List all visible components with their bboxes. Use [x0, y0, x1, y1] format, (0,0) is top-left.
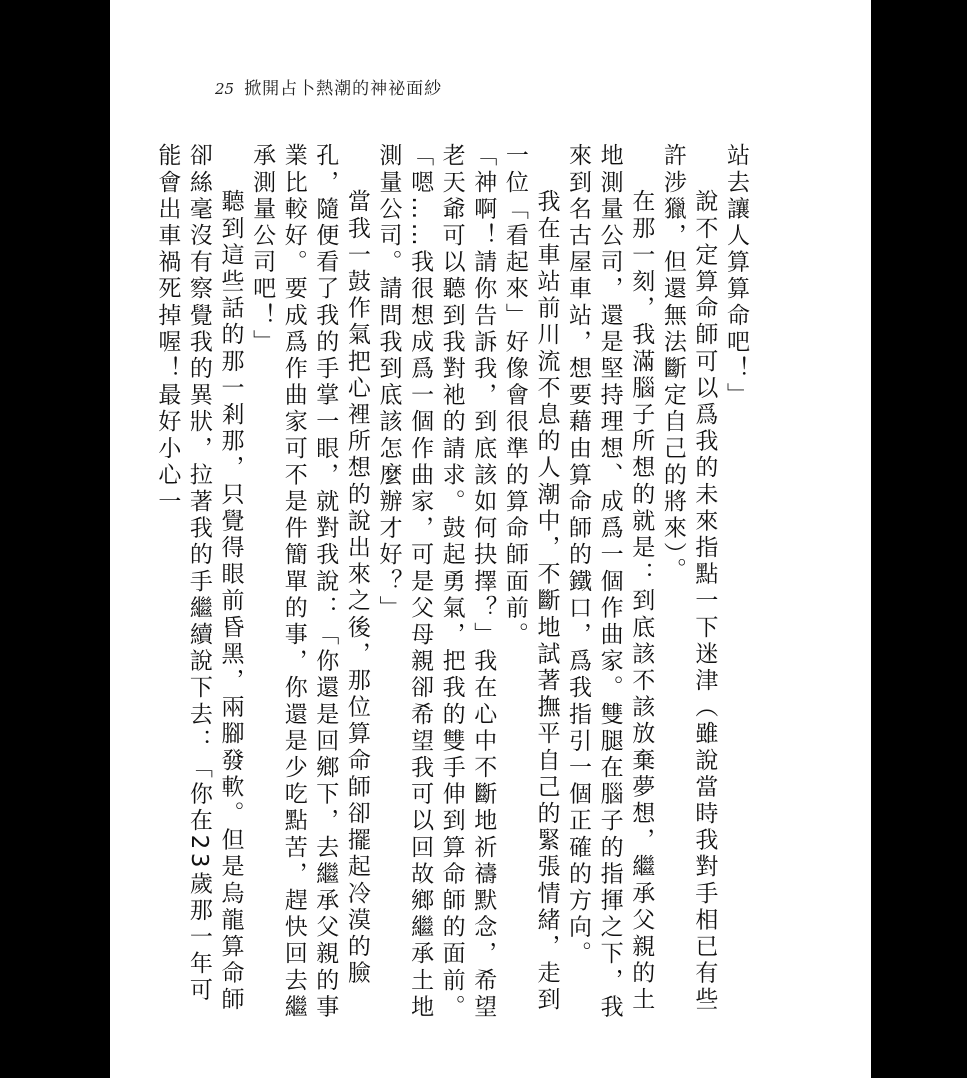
page-number: 25	[215, 80, 235, 98]
paragraph: 當我一鼓作氣把心裡所想的說出來之後，那位算命師卻擺起冷漠的臉孔，隨便看了我的手掌一眼，就對我說：「你還是回鄉下，去繼承父親的事業比較好。要成爲作曲家可不是件簡單的事，你還是少吃點苦，趕快回去繼承測量公司吧！」	[249, 143, 370, 1021]
paragraph: 聽到這些話的那一剎那，只覺得眼前昏黑，兩腳發軟。但是烏龍算命師卻絲毫沒有察覺我的異狀，拉著我的手繼續說下去：「你在23歲那一年可能會出車禍死掉喔！最好小心一	[154, 143, 244, 1014]
vertical-body-text	[154, 143, 751, 1025]
paragraph: 我在車站前川流不息的人潮中，不斷地試著撫平自己的緊張情緒，走到一位「看起來」好像會很準的算命師面前。	[501, 143, 560, 1014]
running-header	[215, 74, 442, 100]
paragraph-continuation: 站去讓人算算命吧！」	[723, 143, 749, 409]
paragraph-dialogue: 「神啊！請你告訴我，到底該如何抉擇？」我在心中不斷地祈禱默念，希望老天爺可以聽到我對祂的請求。鼓起勇氣，把我的雙手伸到算命師的面前。「嗯……我很想成爲一個作曲家，可是父母親卻希望我可以回故鄉繼承土地測量公司。請問我到底該怎麼辦才好？」	[375, 143, 497, 1021]
running-title: 掀開占卜熱潮的神祕面紗	[244, 79, 443, 99]
paragraph: 說不定算命師可以爲我的未來指點一下迷津（雖說當時我對手相已有些許涉獵，但還無法斷定自己的將來）。	[659, 143, 718, 1014]
paragraph: 在那一刻，我滿腦子所想的就是：到底該不該放棄夢想，繼承父親的土地測量公司，還是堅持理想、成爲一個作曲家。雙腿在腦子的指揮之下，我來到名古屋車站，想要藉由算命師的鐵口，爲我指引一個正確的方向。	[565, 143, 655, 1021]
book-page	[110, 0, 871, 1078]
